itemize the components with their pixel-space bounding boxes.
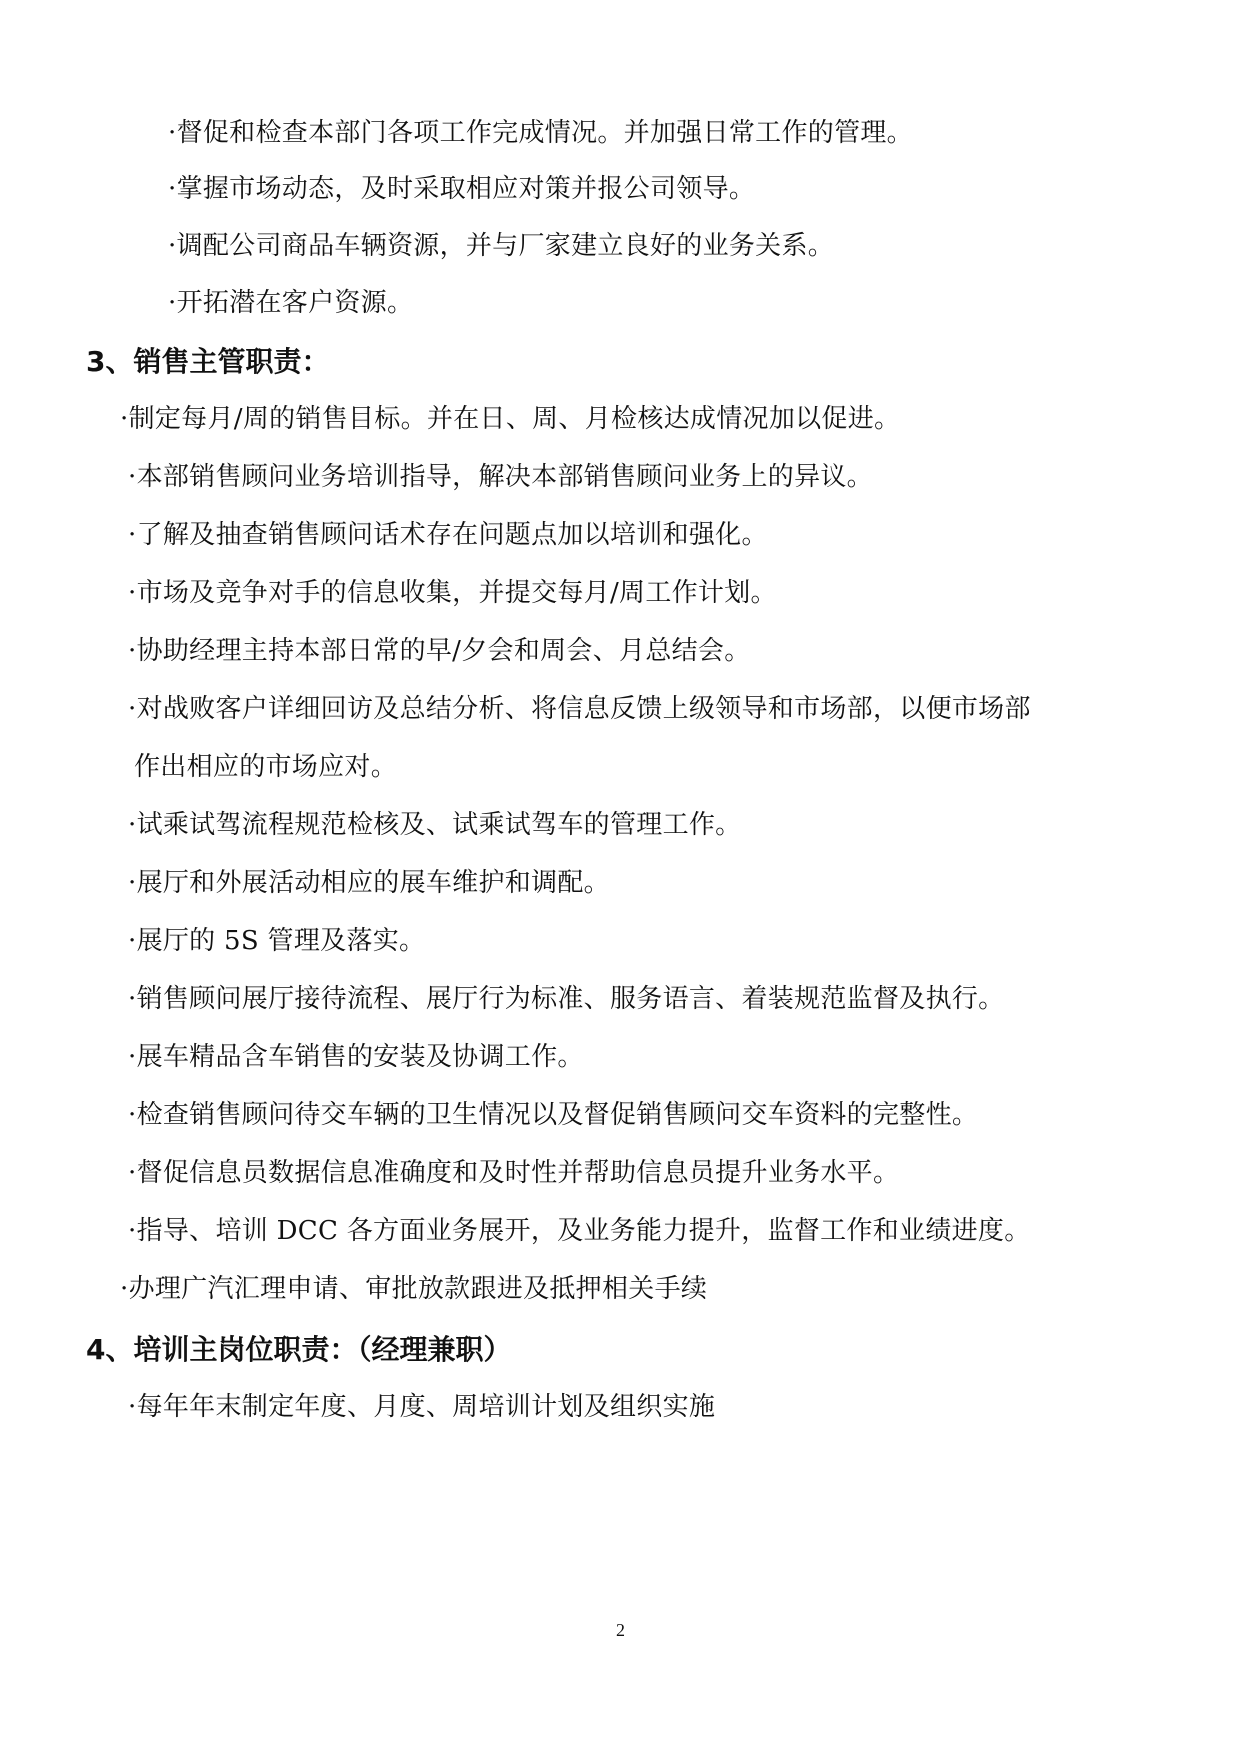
list-item: ·展厅的 5S 管理及落实。 — [128, 926, 426, 956]
list-item: ·市场及竞争对手的信息收集，并提交每月/周工作计划。 — [128, 578, 777, 608]
list-item: ·办理广汽汇理申请、审批放款跟进及抵押相关手续 — [120, 1274, 708, 1304]
section-heading: 3、销售主管职责： — [86, 345, 330, 378]
list-item: ·本部销售顾问业务培训指导，解决本部销售顾问业务上的异议。 — [128, 462, 873, 492]
list-item: ·了解及抽查销售顾问话术存在问题点加以培训和强化。 — [128, 520, 768, 550]
list-item: ·展厅和外展活动相应的展车维护和调配。 — [128, 868, 610, 898]
list-item: ·指导、培训 DCC 各方面业务展开，及业务能力提升，监督工作和业绩进度。 — [128, 1216, 1031, 1246]
list-item: ·制定每月/周的销售目标。并在日、周、月检核达成情况加以促进。 — [120, 404, 901, 434]
list-item: ·对战败客户详细回访及总结分析、将信息反馈上级领导和市场部，以便市场部 — [128, 694, 1031, 724]
page-number: 2 — [616, 1620, 625, 1640]
list-item: ·销售顾问展厅接待流程、展厅行为标准、服务语言、着装规范监督及执行。 — [128, 984, 1005, 1014]
list-item: ·掌握市场动态，及时采取相应对策并报公司领导。 — [168, 174, 756, 204]
list-item: ·协助经理主持本部日常的早/夕会和周会、月总结会。 — [128, 636, 751, 666]
list-item: ·试乘试驾流程规范检核及、试乘试驾车的管理工作。 — [128, 810, 742, 840]
list-item-continuation: 作出相应的市场应对。 — [134, 752, 398, 782]
list-item: ·展车精品含车销售的安装及协调工作。 — [128, 1042, 584, 1072]
list-item: ·每年年末制定年度、月度、周培训计划及组织实施 — [128, 1392, 716, 1422]
section-heading: 4、培训主岗位职责：（经理兼职） — [86, 1333, 512, 1366]
list-item: ·开拓潜在客户资源。 — [168, 288, 414, 318]
list-item: ·督促和检查本部门各项工作完成情况。并加强日常工作的管理。 — [168, 118, 913, 148]
list-item: ·督促信息员数据信息准确度和及时性并帮助信息员提升业务水平。 — [128, 1158, 900, 1188]
list-item: ·检查销售顾问待交车辆的卫生情况以及督促销售顾问交车资料的完整性。 — [128, 1100, 979, 1130]
list-item: ·调配公司商品车辆资源，并与厂家建立良好的业务关系。 — [168, 231, 835, 261]
